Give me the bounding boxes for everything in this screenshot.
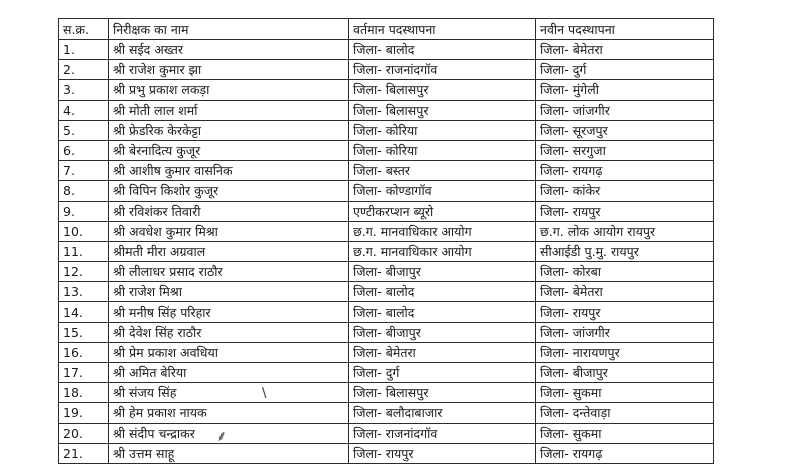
serial-number-cell: 17. xyxy=(59,363,109,383)
table-row xyxy=(59,140,714,160)
current-posting-cell: जिला- बस्तर xyxy=(349,161,536,181)
table-row xyxy=(59,443,714,463)
header-serial-number: स.क्र. xyxy=(59,19,109,40)
header-new-posting: नवीन पदस्थापना xyxy=(536,19,714,40)
table-header-row xyxy=(59,19,714,40)
table-row xyxy=(59,322,714,342)
serial-number-cell: 9. xyxy=(59,201,109,221)
current-posting-cell: जिला- बालोद xyxy=(349,40,536,60)
inspector-transfer-table xyxy=(58,18,714,464)
new-posting-cell: जिला- दुर्ग xyxy=(536,60,714,80)
table-row xyxy=(59,60,714,80)
current-posting-cell: जिला- बिलासपुर xyxy=(349,80,536,100)
current-posting-cell: जिला- दुर्ग xyxy=(349,363,536,383)
table-row xyxy=(59,302,714,322)
transfer-list-document xyxy=(58,18,714,464)
current-posting-cell: एण्टीकरप्शन ब्यूरो xyxy=(349,201,536,221)
table-row xyxy=(59,100,714,120)
serial-number-cell: 15. xyxy=(59,322,109,342)
inspector-name-cell: श्री संजय सिंह xyxy=(109,383,349,403)
inspector-name-cell: श्री रविशंकर तिवारी xyxy=(109,201,349,221)
table-row xyxy=(59,342,714,362)
inspector-name-cell: श्री उत्तम साहू xyxy=(109,443,349,463)
inspector-name-cell: श्री मनीष सिंह परिहार xyxy=(109,302,349,322)
current-posting-cell: जिला- राजनांदगॉव xyxy=(349,60,536,80)
serial-number-cell: 10. xyxy=(59,221,109,241)
pen-scribble-mark: ⸙ xyxy=(216,427,228,445)
new-posting-cell: जिला- सूरजपुर xyxy=(536,120,714,140)
inspector-name-cell: श्री फ्रेडरिक केरकेट्टा xyxy=(109,120,349,140)
current-posting-cell: जिला- रायपुर xyxy=(349,443,536,463)
serial-number-cell: 1. xyxy=(59,40,109,60)
new-posting-cell: जिला- बीजापुर xyxy=(536,363,714,383)
new-posting-cell: जिला- सुकमा xyxy=(536,423,714,443)
new-posting-cell: जिला- दन्तेवाड़ा xyxy=(536,403,714,423)
inspector-name-cell: श्री प्रभु प्रकाश लकड़ा xyxy=(109,80,349,100)
serial-number-cell: 8. xyxy=(59,181,109,201)
inspector-name-cell: श्री आशीष कुमार वासनिक xyxy=(109,161,349,181)
inspector-name-cell: श्री संदीप चन्द्राकर xyxy=(109,423,349,443)
inspector-name-cell: श्री मोती लाल शर्मा xyxy=(109,100,349,120)
serial-number-cell: 13. xyxy=(59,282,109,302)
new-posting-cell: जिला- जांजगीर xyxy=(536,322,714,342)
table-row xyxy=(59,262,714,282)
table-row xyxy=(59,403,714,423)
table-row xyxy=(59,423,714,443)
new-posting-cell: जिला- रायपुर xyxy=(536,201,714,221)
serial-number-cell: 20. xyxy=(59,423,109,443)
header-inspector-name: निरीक्षक का नाम xyxy=(109,19,349,40)
current-posting-cell: जिला- बीजापुर xyxy=(349,262,536,282)
new-posting-cell: जिला- मुंगेली xyxy=(536,80,714,100)
serial-number-cell: 18. xyxy=(59,383,109,403)
serial-number-cell: 19. xyxy=(59,403,109,423)
table-row xyxy=(59,181,714,201)
pen-tick-mark: \ xyxy=(262,386,267,401)
serial-number-cell: 5. xyxy=(59,120,109,140)
current-posting-cell: जिला- बिलासपुर xyxy=(349,100,536,120)
current-posting-cell: जिला- बेमेतरा xyxy=(349,342,536,362)
current-posting-cell: जिला- बिलासपुर xyxy=(349,383,536,403)
inspector-name-cell: श्री अवधेश कुमार मिश्रा xyxy=(109,221,349,241)
new-posting-cell: जिला- बेमेतरा xyxy=(536,282,714,302)
inspector-name-cell: श्री प्रेम प्रकाश अवधिया xyxy=(109,342,349,362)
table-row xyxy=(59,120,714,140)
inspector-name-cell: श्री बेरनादित्य कुजूर xyxy=(109,140,349,160)
table-row xyxy=(59,201,714,221)
inspector-name-cell: श्रीमती मीरा अग्रवाल xyxy=(109,241,349,261)
table-row xyxy=(59,282,714,302)
header-current-posting: वर्तमान पदस्थापना xyxy=(349,19,536,40)
serial-number-cell: 21. xyxy=(59,443,109,463)
current-posting-cell: जिला- कोण्डागॉव xyxy=(349,181,536,201)
serial-number-cell: 7. xyxy=(59,161,109,181)
current-posting-cell: जिला- बलौदाबाजार xyxy=(349,403,536,423)
new-posting-cell: छ.ग. लोक आयोग रायपुर xyxy=(536,221,714,241)
inspector-name-cell: श्री देवेश सिंह राठौर xyxy=(109,322,349,342)
new-posting-cell: सीआईडी पु.मु. रायपुर xyxy=(536,241,714,261)
current-posting-cell: जिला- कोरिया xyxy=(349,120,536,140)
inspector-name-cell: श्री राजेश कुमार झा xyxy=(109,60,349,80)
new-posting-cell: जिला- रायगढ़ xyxy=(536,161,714,181)
inspector-name-cell: श्री हेम प्रकाश नायक xyxy=(109,403,349,423)
current-posting-cell: छ.ग. मानवाधिकार आयोग xyxy=(349,241,536,261)
inspector-name-cell: श्री सईद अख्तर xyxy=(109,40,349,60)
inspector-name-cell: श्री लीलाधर प्रसाद राठौर xyxy=(109,262,349,282)
new-posting-cell: जिला- नारायणपुर xyxy=(536,342,714,362)
new-posting-cell: जिला- कांकेर xyxy=(536,181,714,201)
serial-number-cell: 11. xyxy=(59,241,109,261)
current-posting-cell: जिला- बालोद xyxy=(349,282,536,302)
current-posting-cell: जिला- बालोद xyxy=(349,302,536,322)
table-body xyxy=(59,40,714,464)
new-posting-cell: जिला- कोरबा xyxy=(536,262,714,282)
inspector-name-cell: श्री राजेश मिश्रा xyxy=(109,282,349,302)
serial-number-cell: 12. xyxy=(59,262,109,282)
table-row xyxy=(59,40,714,60)
serial-number-cell: 16. xyxy=(59,342,109,362)
current-posting-cell: जिला- कोरिया xyxy=(349,140,536,160)
new-posting-cell: जिला- जांजगीर xyxy=(536,100,714,120)
new-posting-cell: जिला- रायगढ़ xyxy=(536,443,714,463)
serial-number-cell: 14. xyxy=(59,302,109,322)
new-posting-cell: जिला- रायपुर xyxy=(536,302,714,322)
serial-number-cell: 6. xyxy=(59,140,109,160)
table-row xyxy=(59,161,714,181)
serial-number-cell: 2. xyxy=(59,60,109,80)
table-row xyxy=(59,363,714,383)
current-posting-cell: जिला- राजनांदगॉव xyxy=(349,423,536,443)
current-posting-cell: जिला- बीजापुर xyxy=(349,322,536,342)
new-posting-cell: जिला- बेमेतरा xyxy=(536,40,714,60)
table-row xyxy=(59,221,714,241)
inspector-name-cell: श्री अमित बेरिया xyxy=(109,363,349,383)
table-row xyxy=(59,383,714,403)
inspector-name-cell: श्री विपिन किशोर कुजूर xyxy=(109,181,349,201)
table-row xyxy=(59,241,714,261)
table-row xyxy=(59,80,714,100)
current-posting-cell: छ.ग. मानवाधिकार आयोग xyxy=(349,221,536,241)
new-posting-cell: जिला- सुकमा xyxy=(536,383,714,403)
serial-number-cell: 3. xyxy=(59,80,109,100)
new-posting-cell: जिला- सरगुजा xyxy=(536,140,714,160)
serial-number-cell: 4. xyxy=(59,100,109,120)
